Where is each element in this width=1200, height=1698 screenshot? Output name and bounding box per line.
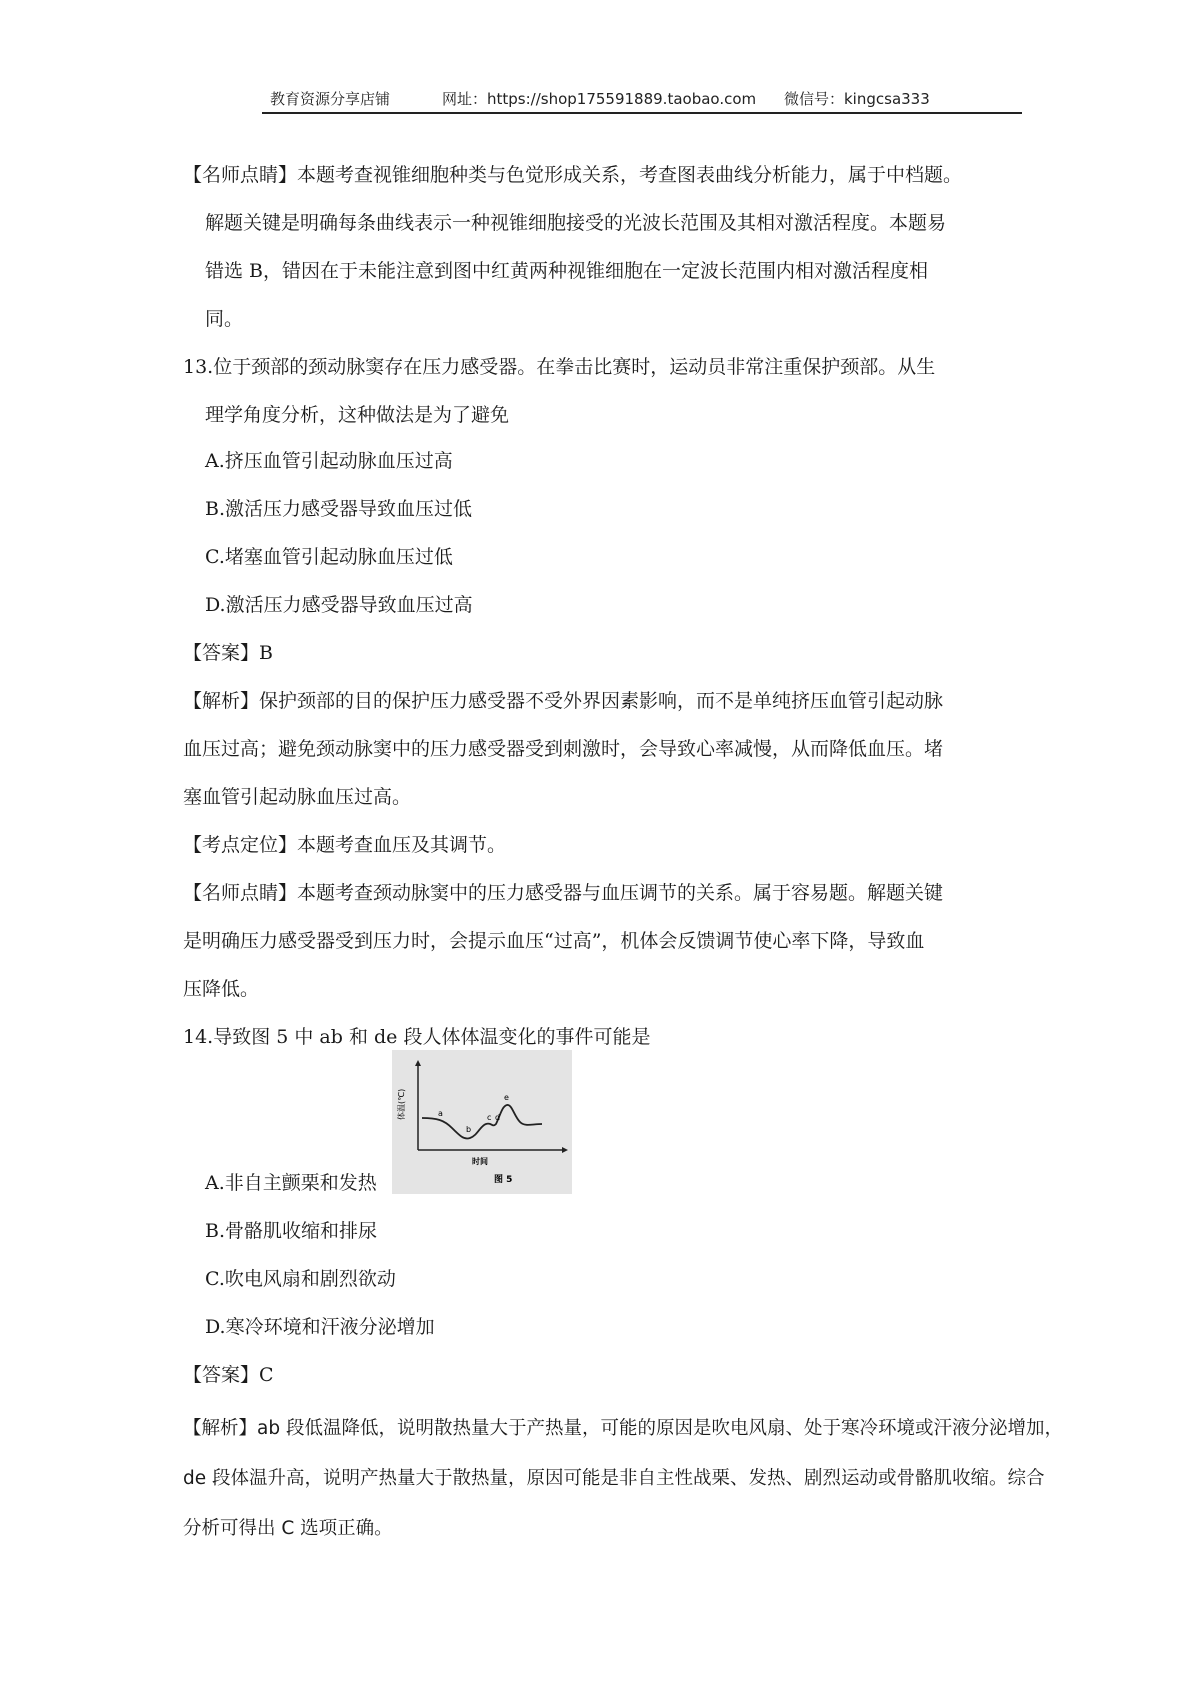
- q13-analysis-line3: 塞血管引起动脉血压过高。: [183, 786, 412, 808]
- q12-tip-line2: 解题关键是明确每条曲线表示一种视锥细胞接受的光波长范围及其相对激活程度。本题易: [205, 212, 947, 234]
- y-axis-label: 体温(℃): [397, 1088, 406, 1120]
- q12-tip-line4: 同。: [205, 308, 244, 330]
- q13-tip-line2: 是明确压力感受器受到压力时，会提示血压“过高”，机体会反馈调节使心率下降，导致血: [183, 930, 925, 952]
- q14-answer: 【答案】C: [183, 1364, 274, 1386]
- q12-tip-line1: 【名师点睛】本题考查视锥细胞种类与色觉形成关系，考查图表曲线分析能力，属于中档题。: [183, 164, 963, 186]
- q13-option-b: B.激活压力感受器导致血压过低: [205, 498, 473, 520]
- x-axis-arrow: [562, 1147, 568, 1153]
- point-b-label: b: [466, 1125, 472, 1134]
- q13-option-c: C.堵塞血管引起动脉血压过低: [205, 546, 453, 568]
- q13-tip-line3: 压降低。: [183, 978, 260, 1000]
- q13-option-a: A.挤压血管引起动脉血压过高: [205, 450, 453, 472]
- temperature-curve-chart: [392, 1050, 572, 1194]
- q14-option-b: B.骨骼肌收缩和排尿: [205, 1220, 378, 1242]
- q14-option-c: C.吹电风扇和剧烈欲动: [205, 1268, 396, 1290]
- header-wechat: 微信号：kingcsa333: [784, 90, 930, 108]
- y-axis-arrow: [415, 1060, 421, 1066]
- point-e-label: e: [504, 1093, 509, 1102]
- point-c-label: c: [487, 1113, 492, 1122]
- point-d-label: d: [495, 1113, 501, 1122]
- q13-tip-line1: 【名师点睛】本题考查颈动脉窦中的压力感受器与血压调节的关系。属于容易题。解题关键: [183, 882, 944, 904]
- q13-option-d: D.激活压力感受器导致血压过高: [205, 594, 473, 616]
- q13-point: 【考点定位】本题考查血压及其调节。: [183, 834, 507, 856]
- q13-answer: 【答案】B: [183, 642, 273, 664]
- figure-5: [392, 1050, 572, 1194]
- header-url: 网址：https://shop175591889.taobao.com: [442, 90, 757, 108]
- q13-analysis-line1: 【解析】保护颈部的目的保护压力感受器不受外界因素影响，而不是单纯挤压血管引起动脉: [183, 690, 944, 712]
- point-a-label: a: [438, 1109, 443, 1118]
- figure-caption: 图 5: [494, 1175, 513, 1185]
- q14-option-d: D.寒冷环境和汗液分泌增加: [205, 1316, 435, 1338]
- q13-stem-line1: 13.位于颈部的颈动脉窦存在压力感受器。在拳击比赛时，运动员非常注重保护颈部。从生: [183, 356, 936, 378]
- q13-stem-line2: 理学角度分析，这种做法是为了避免: [205, 404, 510, 426]
- q14-analysis-line3: 分析可得出 C 选项正确。: [183, 1518, 393, 1539]
- x-axis-label: 时间: [472, 1157, 488, 1166]
- q12-tip-line3: 错选 B，错因在于未能注意到图中红黄两种视锥细胞在一定波长范围内相对激活程度相: [205, 260, 929, 282]
- q14-option-a: A.非自主颤栗和发热: [205, 1172, 377, 1194]
- q14-analysis-line2: de 段体温升高，说明产热量大于散热量，原因可能是非自主性战栗、发热、剧烈运动或骨骼肌收缩。综合: [183, 1468, 1045, 1489]
- page-header: [262, 84, 1022, 114]
- q14-stem: 14.导致图 5 中 ab 和 de 段人体体温变化的事件可能是: [183, 1026, 651, 1048]
- q13-analysis-line2: 血压过高；避免颈动脉窦中的压力感受器受到刺激时，会导致心率减慢，从而降低血压。堵: [183, 738, 944, 760]
- q14-analysis-line1: 【解析】ab 段低温降低，说明散热量大于产热量，可能的原因是吹电风扇、处于寒冷环境或汗液分泌增加，: [183, 1418, 1063, 1439]
- header-shop: 教育资源分享店铺: [270, 90, 391, 108]
